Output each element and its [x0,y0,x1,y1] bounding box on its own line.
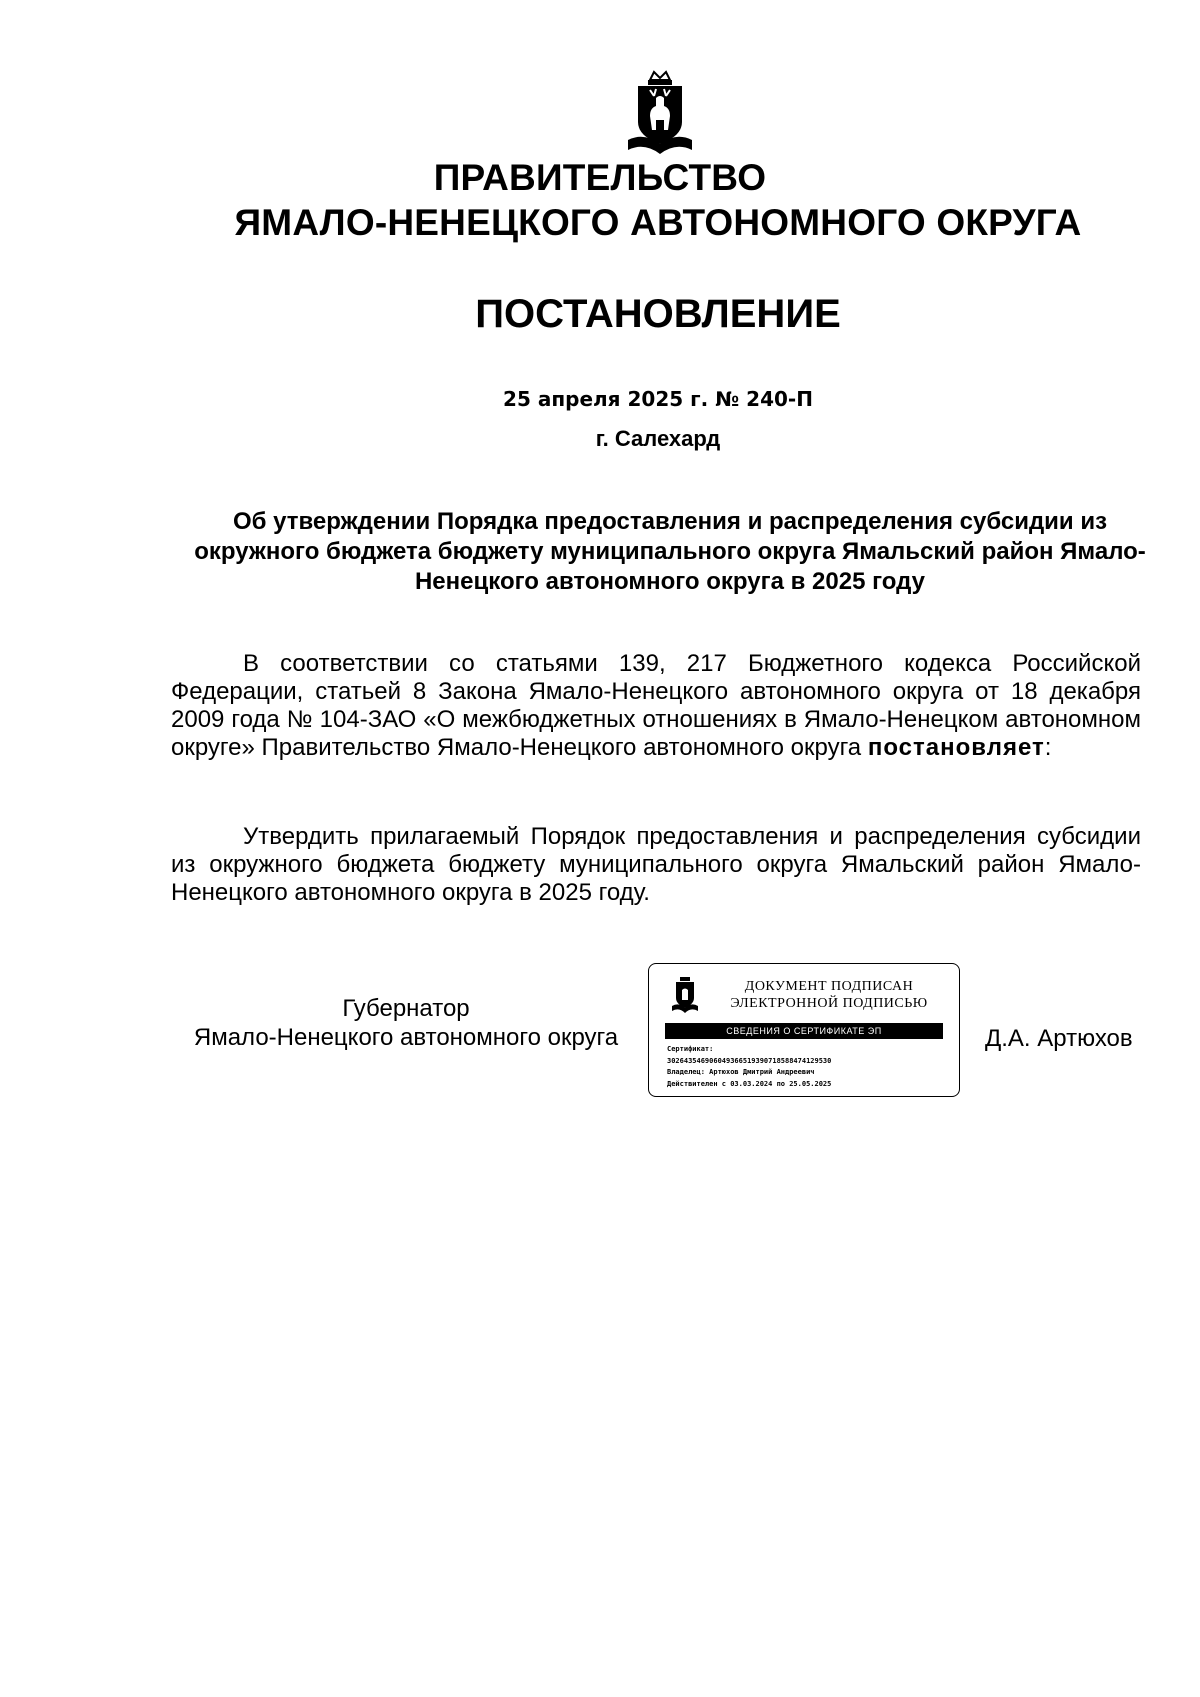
certificate-validity: Действителен с 03.03.2024 по 25.05.2025 [667,1079,832,1088]
certificate-label: Сертификат: [667,1045,714,1053]
signatory-position [171,994,641,1052]
stamp-title-line2: ЭЛЕКТРОННОЙ ПОДПИСЬЮ [730,996,928,1011]
stamp-title-line1: ДОКУМЕНТ ПОДПИСАН [744,979,914,994]
paragraph-1-text: В соответствии со статьями 139, 217 Бюджетного кодекса Российской Федерации, статьей 8 Закона Ямало-Ненецкого автономного округа от 18 декабря 2009 года № 104-ЗАО «О межбюджетных отношениях в Ямало-Ненецком автономном округе» Правительство Ямало-Ненецкого автономного округа [171,650,1141,761]
certificate-details [667,1044,952,1090]
government-title-line1: ПРАВИТЕЛЬСТВО [433,157,767,198]
certificate-number: 302643546906049366519390718588474129530 [667,1056,832,1065]
body-paragraph-1 [171,650,1141,762]
date-and-number: 25 апреля 2025 г. № 240-П [503,387,813,411]
stamp-title [711,978,947,1012]
coat-of-arms-icon [624,70,696,156]
electronic-signature-stamp [648,963,960,1097]
paragraph-1-end: : [1044,734,1052,761]
document-subject: Об утверждении Порядка предоставления и распределения субсидии из окружного бюджета бюджету муниципального округа Ямальский район Ямало-Ненецкого автономного округа в 2025 году [194,508,1146,595]
decree-verb: постановляет [867,734,1045,761]
signatory-position-line1: Губернатор [342,995,470,1022]
certificate-info-bar: СВЕДЕНИЯ О СЕРТИФИКАТЕ ЭП [665,1023,943,1039]
certificate-owner: Владелец: Артюхов Дмитрий Андреевич [667,1068,815,1076]
government-title-line2: ЯМАЛО-НЕНЕЦКОГО АВТОНОМНОГО ОКРУГА [234,202,1082,243]
signatory-name: Д.А. Артюхов [985,1025,1133,1052]
document-type: ПОСТАНОВЛЕНИЕ [475,292,841,336]
body-paragraph-2: Утвердить прилагаемый Порядок предоставления и распределения субсидии из окружного бюджета бюджету муниципального округа Ямальский район Ямало-Ненецкого автономного округа в 2025 году. [171,823,1141,906]
signatory-position-line2: Ямало-Ненецкого автономного округа [193,1024,619,1051]
city: г. Салехард [595,426,721,451]
stamp-emblem-icon [671,976,699,1014]
